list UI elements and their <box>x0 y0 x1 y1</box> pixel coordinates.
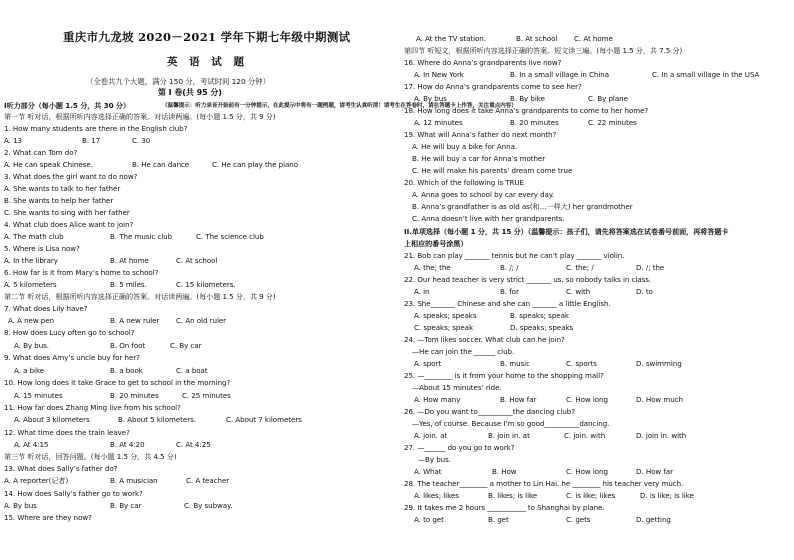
option-c: C. a boat <box>176 366 208 375</box>
option-a: A. What <box>414 467 442 476</box>
option-c: C. gets <box>566 515 591 524</box>
option-d: D. /; the <box>636 263 665 272</box>
option-b: B. 20 minutes <box>510 118 559 127</box>
question-22: 22. Our head teacher is very strict _______ us. so nobody talks in class. <box>404 275 652 284</box>
option-d: D. swimming <box>636 359 682 368</box>
question-20-option-c: C. Anna doesn’t live with her grandparents. <box>412 214 565 223</box>
question-4: 4. What club does Alice want to join? <box>4 220 134 229</box>
question-15: 15. Where are they now? <box>4 513 92 522</box>
option-b: B. On foot <box>110 341 146 350</box>
option-c: C. 22 minutes <box>588 118 637 127</box>
question-27: 27. —______ do you go to work? <box>404 443 515 452</box>
option-a: A. In New York <box>414 70 464 79</box>
question-3-option-a: A. She wants to talk to her father <box>4 184 121 193</box>
section-2-heading-cont: 上相应的番号涂黑） <box>404 239 468 248</box>
option-a: A. A reporter(记者) <box>4 476 69 485</box>
question-21: 21. Bob can play _______ tennis but he can’t play _______ violin. <box>404 251 625 260</box>
option-a: A. He can speak Chinese. <box>4 160 93 169</box>
option-c: C. At 4:25 <box>176 440 211 449</box>
question-6: 6. How far is it from Mary’s home to school? <box>4 268 159 277</box>
section-C-heading: 第三节 听对话，回答问题。(每小题 1.5 分，共 4.5 分) <box>4 452 177 461</box>
option-a: A. sport <box>414 359 442 368</box>
option-b: B. By car <box>110 501 142 510</box>
right-column <box>400 0 794 560</box>
option-d: D. getting <box>636 515 671 524</box>
option-d: D. join in. with <box>636 431 687 440</box>
option-a: A. How many <box>414 395 461 404</box>
section-A-heading: 第一节 听对话，根据所听内容选择正确的答案。对话读两遍。(每小题 1.5 分，共 9 分) <box>4 112 276 121</box>
question-2: 2. What can Tom do? <box>4 148 78 157</box>
option-c: C. At school <box>176 256 218 265</box>
option-b: B. He can dance <box>132 160 190 169</box>
question-25: 25. —________ is it from your home to the shopping mall? <box>404 371 604 380</box>
option-c: C. sports <box>566 359 597 368</box>
option-c: C. the; / <box>566 263 594 272</box>
question-3: 3. What does the girl want to do now? <box>4 172 138 181</box>
section-D-heading: 第四节 听短文，根据所听内容选择正确的答案。短文读三遍。(每小题 1.5 分，共 7.5 分) <box>404 46 683 55</box>
option-b: B. About 5 kilometers. <box>118 415 196 424</box>
section-B-heading: 第二节 听对话，根据所听内容选择正确的答案。对话读两遍。(每小题 1.5 分，共 9 分) <box>4 292 276 301</box>
option-a: A. 15 minutes <box>14 391 63 400</box>
option-b: B. 17 <box>82 136 101 145</box>
question-26: 26. —Do you want to__________the dancing club? <box>404 407 575 416</box>
exam-subtitle: 英 语 试 题 <box>167 56 248 68</box>
option-c: C. By car <box>170 341 202 350</box>
option-c: C. About 7 kilometers <box>226 415 302 424</box>
question-20-option-a: A. Anna goes to school by car every day. <box>412 190 555 199</box>
question-29: 29. It takes me 2 hours ___________ to Shanghai by plane. <box>404 503 605 512</box>
question-11: 11. How far does Zhang Ming live from his school? <box>4 403 181 412</box>
option-d: D. How far <box>636 467 673 476</box>
question-19-option-b: B. He will buy a car for Anna’s mother <box>412 154 546 163</box>
question-13: 13. What does Sally’s father do? <box>4 464 118 473</box>
option-a: A. a bike <box>14 366 45 375</box>
exam-title: 重庆市九龙坡 2020－2021 学年下期七年级中期测试 <box>63 30 351 44</box>
option-c: C. An old ruler <box>176 316 227 325</box>
option-b: B. How far <box>500 395 537 404</box>
option-c: C. At home <box>574 34 613 43</box>
option-c: C. is like; likes <box>566 491 616 500</box>
option-c: C. join. with <box>564 431 606 440</box>
question-8: 8. How does Lucy often go to school? <box>4 328 135 337</box>
question-16: 16. Where do Anna’s grandparents live now? <box>404 58 562 67</box>
question-28: 28. The teacher________ a mother to Lin Hai. he ________ his teacher very much. <box>404 479 684 488</box>
option-b: B. likes; is like <box>488 491 538 500</box>
option-a: A. By bus <box>4 501 37 510</box>
option-b: B. join in. at <box>488 431 530 440</box>
option-d: D. is like; is like <box>640 491 694 500</box>
option-a: A. 5 kilometers <box>4 280 57 289</box>
question-17: 17. How do Anna’s grandparents come to see her? <box>404 82 582 91</box>
option-c: C. 30 <box>132 136 151 145</box>
option-a: A. At 4:15 <box>14 440 49 449</box>
question-12: 12. What time does the train leave? <box>4 428 130 437</box>
option-a: A. the; the <box>414 263 451 272</box>
question-20: 20. Which of the following is TRUE <box>404 178 524 187</box>
option-a: A. About 3 kilometers <box>14 415 90 424</box>
option-a: A. 12 minutes <box>414 118 463 127</box>
option-b: B. /; / <box>500 263 519 272</box>
question-1: 1. How many students are there in the English club? <box>4 124 188 133</box>
volume-heading: 第 I 卷(共 95 分) <box>158 88 222 97</box>
option-a: A. In the library <box>4 256 58 265</box>
question-3-option-b: B. She wants to help her father <box>4 196 114 205</box>
option-b: B. music <box>500 359 530 368</box>
option-b: B. for <box>500 287 519 296</box>
question-10: 10. How long does it take Grace to get to school in the morning? <box>4 378 231 387</box>
question-19-option-a: A. He will buy a bike for Anna. <box>412 142 518 151</box>
option-c: C. speaks; speak <box>414 323 474 332</box>
question-26-reply: —Yes, of course. Because I’m so good__________dancing. <box>412 419 610 428</box>
option-b: B. By bike <box>510 94 545 103</box>
section-2-heading: II.单项选择（每小题 1 分，共 15 分）（温馨提示：孩子们，请先将答案选在试卷番号前面，再将答题卡 <box>404 227 729 236</box>
option-a: A. to get <box>414 515 444 524</box>
option-b: B. A new ruler <box>110 316 160 325</box>
option-b: B. 20 minutes <box>110 391 159 400</box>
question-5: 5. Where is Lisa now? <box>4 244 80 253</box>
question-24-reply: —He can join the ______ club. <box>412 347 515 356</box>
option-a: A. join. at <box>414 431 448 440</box>
section-1-note: （温馨提示：听力录音开始前有一分钟提示，在此提示中将有一题例题，请考生认真听清！请考生在答卷时，请在答题卡上作答，关注重点内容） <box>162 103 517 109</box>
option-a: A. likes; likes <box>414 491 459 500</box>
option-c: C. He can play the piano <box>212 160 299 169</box>
option-a: A. By bus. <box>14 341 50 350</box>
option-c: C. By plane <box>588 94 628 103</box>
question-14: 14. How does Sally’s father go to work? <box>4 489 143 498</box>
option-c: C. How long <box>566 467 608 476</box>
option-b: B. get <box>488 515 509 524</box>
option-b: B. At 4:20 <box>110 440 145 449</box>
option-b: B. speaks; speak <box>510 311 569 320</box>
option-b: B. How <box>492 467 517 476</box>
option-c: C. 15 kilometers. <box>176 280 236 289</box>
option-c: C. How long <box>566 395 608 404</box>
option-d: D. speaks; speaks <box>510 323 574 332</box>
exam-info: （全卷共九个大题，满分 150 分，考试时间 120 分钟） <box>86 77 270 86</box>
option-a: A. The math club <box>4 232 64 241</box>
question-19-option-c: C. He will make his parents’ dream come true <box>412 166 573 175</box>
question-24: 24. —Tom likes soccer. What club can he join? <box>404 335 565 344</box>
option-b: B. a book <box>110 366 143 375</box>
option-c: C. The science club <box>196 232 264 241</box>
question-19: 19. What will Anna’s father do next month? <box>404 130 557 139</box>
question-18: 18. How long does it take Anna’s grandparents to come to her home? <box>404 106 649 115</box>
option-d: D. How much <box>636 395 683 404</box>
option-c: C. 25 minutes <box>182 391 231 400</box>
option-a: A. A new pen <box>8 316 55 325</box>
option-c: C. In a small village in the USA <box>652 70 760 79</box>
question-20-option-b: B. Anna’s grandfather is as old as(和…一样大) her grandmother <box>412 202 633 211</box>
option-a: A. 13 <box>4 136 23 145</box>
option-b: B. At school <box>516 34 558 43</box>
option-a: A. in <box>414 287 430 296</box>
option-a: A. At the TV station. <box>416 34 486 43</box>
option-a: A. speaks; speaks <box>414 311 477 320</box>
question-23: 23. She_______ Chinese and she can _______ a little English. <box>404 299 611 308</box>
option-b: B. The music club <box>110 232 173 241</box>
option-d: D. to <box>636 287 653 296</box>
section-1-title: I听力部分（每小题 1.5 分，共 30 分） <box>4 101 131 110</box>
option-c: C. By subway. <box>184 501 233 510</box>
option-b: B. 5 miles. <box>110 280 147 289</box>
option-a: A. By bus <box>414 94 447 103</box>
option-b: B. In a small village in China <box>510 70 610 79</box>
question-3-option-c: C. She wants to sing with her father <box>4 208 130 217</box>
option-c: C. with <box>566 287 591 296</box>
option-b: B. At home <box>110 256 149 265</box>
question-7: 7. What does Lily have? <box>4 304 88 313</box>
question-25-reply: —About 15 minutes’ ride. <box>412 383 502 392</box>
option-c: C. A teacher <box>186 476 230 485</box>
question-27-reply: —By bus. <box>418 455 451 464</box>
option-b: B. A musician <box>110 476 158 485</box>
question-9: 9. What does Amy’s uncle buy for her? <box>4 353 140 362</box>
